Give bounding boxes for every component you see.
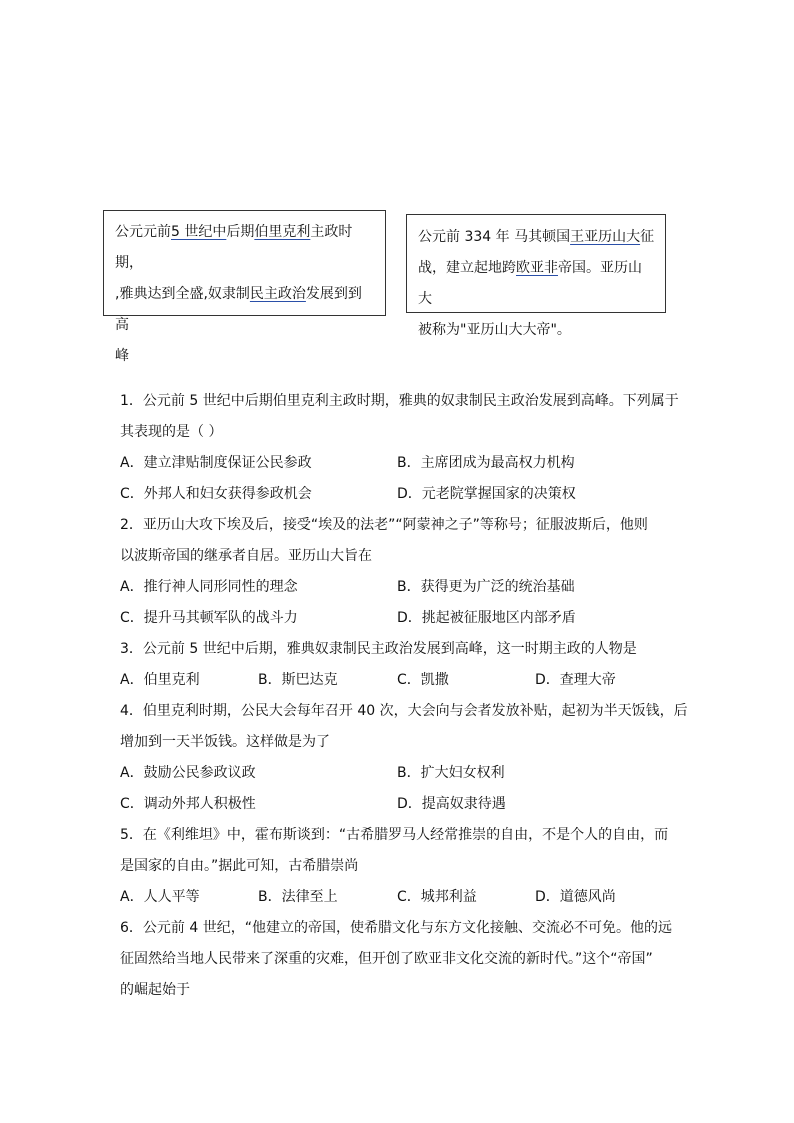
question-stem: 是国家的自由。”据此可知，古希腊崇尚 (120, 858, 359, 874)
question-stem: 以波斯帝国的继承者自居。亚历山大旨在 (120, 548, 372, 564)
question-3 (120, 634, 680, 696)
text-segment: 后期 (226, 224, 255, 240)
text-segment: ,雅典达到全盛,奴隶制 (115, 286, 250, 302)
option-c[interactable]: C．调动外邦人积极性 (120, 796, 256, 812)
option-a[interactable]: A．推行神人同形同性的理念 (120, 579, 298, 595)
option-row (120, 479, 680, 510)
underlined-term: 5 世纪中 (171, 224, 227, 240)
option-b[interactable]: B．扩大妇女权利 (397, 765, 505, 781)
option-a[interactable]: A．人人平等 (120, 889, 200, 905)
question-2 (120, 510, 680, 634)
option-row (120, 758, 680, 789)
option-d[interactable]: D．查理大帝 (535, 672, 616, 688)
option-row (120, 603, 680, 634)
underlined-term: 王亚历山大 (570, 229, 641, 245)
option-b[interactable]: B．法律至上 (258, 889, 338, 905)
question-stem: 征固然给当地人民带来了深重的灾难，但开创了欧亚非文化交流的新时代。”这个“帝国” (120, 951, 653, 967)
question-stem: 1．公元前 5 世纪中后期伯里克利主政时期，雅典的奴隶制民主政治发展到高峰。下列属于 (120, 393, 679, 409)
option-c[interactable]: C．城邦利益 (397, 889, 477, 905)
text-segment: 发展到到高 (115, 286, 362, 333)
text-segment: 征 (640, 229, 655, 245)
text-segment: 帝国。亚历山大 (418, 260, 642, 307)
question-list (120, 386, 688, 1006)
text-segment: 主政时期， (115, 224, 353, 271)
question-stem: 其表现的是（ ） (120, 424, 223, 440)
question-5 (120, 820, 680, 913)
question-stem: 5．在《利维坦》中，霍布斯谈到：“古希腊罗马人经常推崇的自由，不是个人的自由，而 (120, 827, 669, 843)
text-segment: 公元前 334 年 马其顿国 (418, 229, 571, 245)
passage-box-alexander (406, 214, 666, 338)
question-1 (120, 386, 680, 510)
underlined-term: 伯里克利 (254, 224, 311, 240)
option-c[interactable]: C．提升马其顿军队的战斗力 (120, 610, 298, 626)
question-stem: 增加到一天半饭钱。这样做是为了 (120, 734, 330, 750)
option-row (120, 789, 680, 820)
text-segment: 公元元前 (115, 224, 171, 240)
option-row (120, 882, 680, 913)
passage-line: 峰 (115, 348, 129, 364)
passage-line (418, 222, 655, 253)
option-row (120, 665, 680, 696)
question-stem: 的崛起始于 (120, 982, 190, 998)
option-b[interactable]: B．主席团成为最高权力机构 (397, 455, 575, 471)
question-6 (120, 913, 680, 1006)
option-d[interactable]: D．提高奴隶待遇 (397, 796, 506, 812)
question-4 (120, 696, 688, 820)
question-stem: 6．公元前 4 世纪，“他建立的帝国，使希腊文化与东方文化接触、交流必不可免。他的远 (120, 920, 672, 936)
question-stem: 3．公元前 5 世纪中后期，雅典奴隶制民主政治发展到高峰，这一时期主政的人物是 (120, 641, 637, 657)
option-a[interactable]: A．伯里克利 (120, 672, 200, 688)
option-d[interactable]: D．挑起被征服地区内部矛盾 (397, 610, 576, 626)
underlined-term: 民主政治 (249, 286, 306, 302)
option-row (120, 448, 680, 479)
option-d[interactable]: D．道德风尚 (535, 889, 616, 905)
option-c[interactable]: C．凯撒 (397, 672, 449, 688)
passage-line (418, 253, 655, 315)
passage-line: 被称为"亚历山大大帝"。 (418, 322, 571, 338)
option-b[interactable]: B．获得更为广泛的统治基础 (397, 579, 575, 595)
option-a[interactable]: A．鼓励公民参政议政 (120, 765, 256, 781)
question-stem: 2．亚历山大攻下埃及后，接受“埃及的法老”“阿蒙神之子”等称号；征服波斯后，他则 (120, 517, 648, 533)
underlined-term: 欧亚非 (516, 260, 558, 276)
option-a[interactable]: A．建立津贴制度保证公民参政 (120, 455, 312, 471)
question-stem: 4．伯里克利时期，公民大会每年召开 40 次，大会向与会者发放补贴，起初为半天饭钱，后 (120, 703, 688, 719)
option-b[interactable]: B．斯巴达克 (258, 672, 338, 688)
passage-line (115, 217, 375, 279)
option-c[interactable]: C．外邦人和妇女获得参政机会 (120, 486, 312, 502)
passage-line (115, 279, 375, 341)
text-segment: 战，建立起地跨 (418, 260, 516, 276)
option-d[interactable]: D．元老院掌握国家的决策权 (397, 486, 576, 502)
passage-box-pericles (103, 210, 386, 364)
option-row (120, 572, 680, 603)
